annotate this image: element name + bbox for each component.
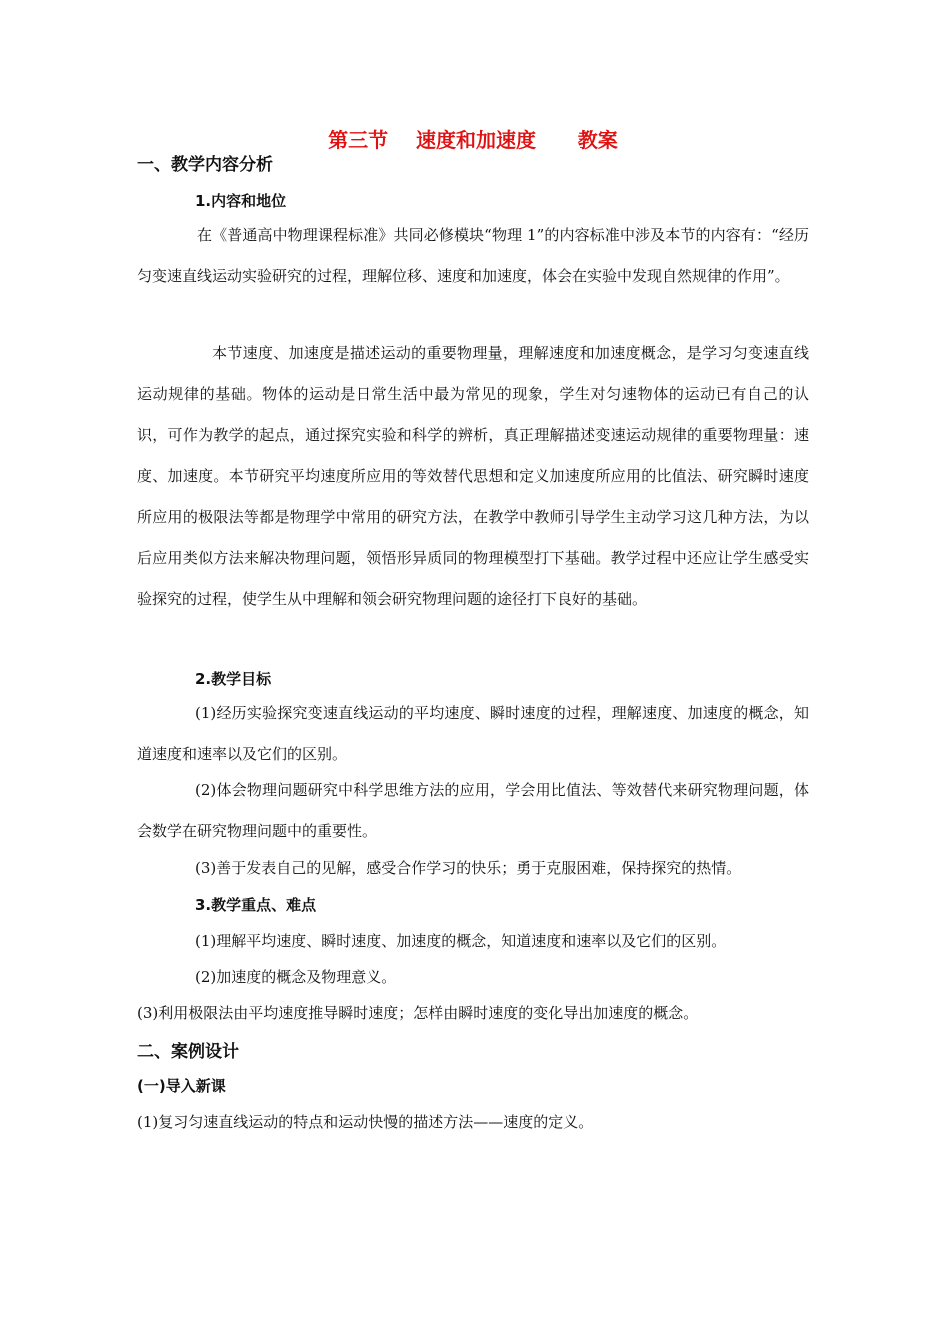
- goal-item-2: (2)体会物理问题研究中科学思维方法的应用，学会用比值法、等效替代来研究物理问题，体会数学在研究物理问题中的重要性。: [137, 781, 809, 840]
- intro-item-1: (1)复习匀速直线运动的特点和运动快慢的描述方法——速度的定义。: [137, 1113, 594, 1131]
- goal-item-1: (1)经历实验探究变速直线运动的平均速度、瞬时速度的过程，理解速度、加速度的概念，知道速度和速率以及它们的区别。: [137, 704, 809, 763]
- subheading-teaching-goals: 2.教学目标: [195, 670, 272, 688]
- page-title: 第三节 速度和加速度 教案: [328, 128, 618, 152]
- section-heading-case-design: 二、案例设计: [137, 1042, 239, 1062]
- subheading-content-position: 1.内容和地位: [195, 192, 287, 210]
- paragraph-curriculum-standard: 在《普通高中物理课程标准》共同必修模块“物理 1”的内容标准中涉及本节的内容有：“经历匀变速直线运动实验研究的过程，理解位移、速度和加速度，体会在实验中发现自然规律的作用”。: [137, 226, 809, 285]
- paragraph-section-overview: 本节速度、加速度是描述运动的重要物理量，理解速度和加速度概念，是学习匀变速直线运动规律的基础。物体的运动是日常生活中最为常见的现象，学生对匀速物体的运动已有自己的认识，可作为教学的起点，通过探究实验和科学的辨析，真正理解描述变速运动规律的重要物理量：速度、加速度。本节研究平均速度所应用的等效替代思想和定义加速度所应用的比值法、研究瞬时速度所应用的极限法等都是物理学中常用的研究方法，在教学中教师引导学生主动学习这几种方法，为以后应用类似方法来解决物理问题，领悟形异质同的物理模型打下基础。教学过程中还应让学生感受实验探究的过程，使学生从中理解和领会研究物理问题的途径打下良好的基础。: [137, 344, 809, 608]
- key-point-3: (3)利用极限法由平均速度推导瞬时速度；怎样由瞬时速度的变化导出加速度的概念。: [137, 1004, 699, 1022]
- key-point-2: (2)加速度的概念及物理意义。: [195, 968, 397, 986]
- goal-item-3: (3)善于发表自己的见解，感受合作学习的快乐；勇于克服困难，保持探究的热情。: [195, 859, 742, 877]
- key-point-1: (1)理解平均速度、瞬时速度、加速度的概念，知道速度和速率以及它们的区别。: [195, 932, 727, 950]
- subheading-key-points: 3.教学重点、难点: [195, 896, 317, 914]
- section-heading-analysis: 一、教学内容分析: [137, 155, 273, 175]
- subheading-lesson-intro: (一)导入新课: [137, 1077, 226, 1095]
